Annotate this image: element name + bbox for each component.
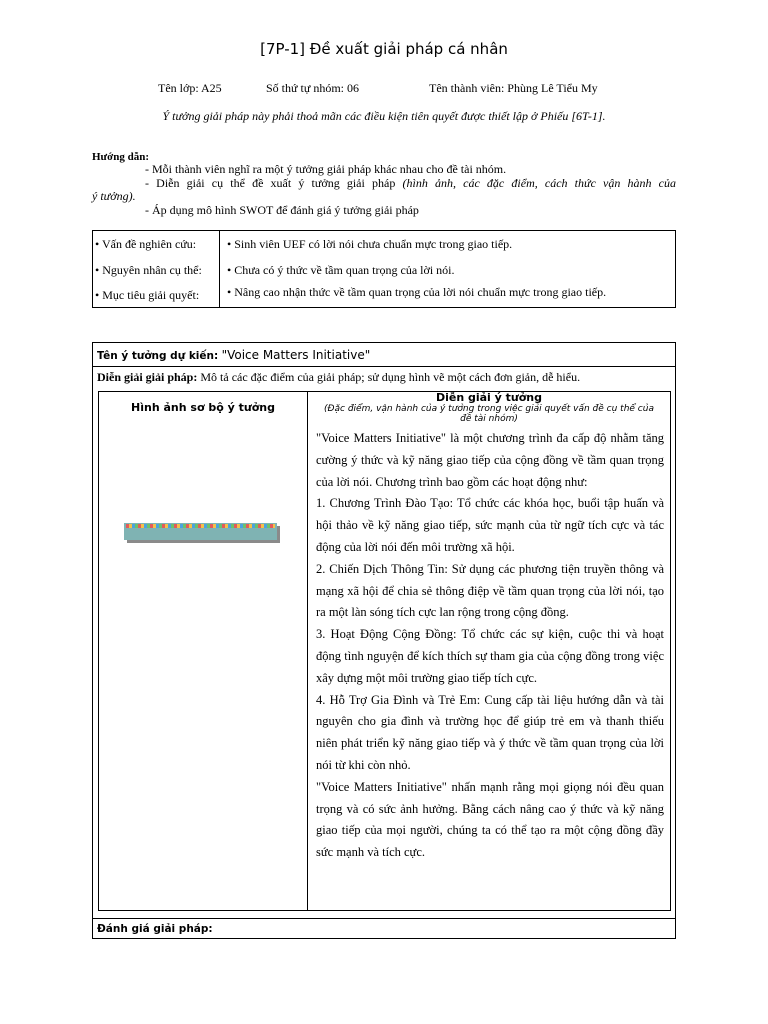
prerequisite-note: Ý tưởng giải pháp này phải thoả mãn các điều kiện tiên quyết được thiết lập ở Phiếu [6T-1]. (162, 109, 606, 123)
guide-line-2-text: - Diễn giải cụ thể đề xuất ý tưởng giải pháp (145, 176, 396, 190)
page-title: [7P-1] Đề xuất giải pháp cá nhân (260, 40, 508, 58)
description-body (316, 428, 664, 864)
idea-name-label: Tên ý tưởng dự kiến: (97, 350, 219, 362)
explain-row (97, 370, 580, 385)
description-paragraph: 2. Chiến Dịch Thông Tin: Sử dụng các phương tiện truyền thông và mạng xã hội để chia sẻ thông điệp về tầm quan trọng của lời nói, tạo ra một làn sóng tích cực lan rộng trong cộng đồng. (316, 561, 664, 620)
table-divider (219, 231, 220, 307)
guide-line-1: - Mỗi thành viên nghĩ ra một ý tưởng giải pháp khác nhau cho đề tài nhóm. (145, 162, 507, 176)
class-name: Tên lớp: A25 (158, 81, 222, 95)
cause-label: • Nguyên nhân cụ thể: (95, 263, 202, 277)
cause-value: • Chưa có ý thức về tầm quan trọng của lời nói. (227, 263, 455, 277)
explain-label: Diễn giải giải pháp: (97, 370, 198, 384)
column-divider (307, 392, 308, 910)
goal-label: • Mục tiêu giải quyết: (95, 288, 200, 302)
member-name: Tên thành viên: Phùng Lê Tiểu My (429, 81, 598, 95)
guide-line-3: - Áp dụng mô hình SWOT để đánh giá ý tưởng giải pháp (145, 203, 419, 217)
row-divider (93, 918, 675, 919)
idea-name-row (97, 348, 370, 362)
description-paragraph: 3. Hoạt Động Cộng Đồng: Tổ chức các sự kiện, cuộc thi và hoạt động tình nguyện để kích thích sự tham gia của cộng đồng trong việc xây dựng một môi trường giao tiếp tích cực. (316, 627, 664, 685)
row-divider (93, 366, 675, 367)
idea-detail-box (98, 391, 671, 911)
description-header (308, 392, 670, 424)
image-caption: Hình ảnh sơ bộ ý tưởng (131, 401, 275, 414)
problem-value: • Sinh viên UEF có lời nói chưa chuẩn mực trong giao tiếp. (227, 237, 513, 251)
idea-table (92, 342, 676, 939)
idea-sketch-image (124, 523, 277, 540)
group-number: Số thứ tự nhóm: 06 (266, 81, 360, 95)
evaluation-label: Đánh giá giải pháp: (97, 923, 213, 935)
problem-table (92, 230, 676, 308)
idea-name-value: "Voice Matters Initiative" (221, 348, 371, 362)
description-paragraph: "Voice Matters Initiative" nhấn mạnh rằng mọi giọng nói đều quan trọng và có sức ảnh hưởng. Bằng cách nâng cao ý thức và kỹ năng giao tiếp của mọi người, chúng ta có thể tạo ra một cộng đồng đầy sức mạnh và tích cực. (316, 779, 664, 860)
sketch-pattern (126, 524, 275, 528)
guide-label: Hướng dẫn: (92, 151, 150, 163)
problem-label: • Vấn đề nghiên cứu: (95, 237, 197, 251)
description-subtitle: (Đặc điểm, vận hành của ý tưởng trong việc giải quyết vấn đề cụ thể của đề tài nhóm) (324, 404, 654, 424)
guide-line-2-cont: ý tưởng). (92, 189, 136, 203)
description-title: Diễn giải ý tưởng (435, 391, 543, 404)
guide-line-2 (145, 176, 676, 191)
description-paragraph: 1. Chương Trình Đào Tạo: Tổ chức các khóa học, buổi tập huấn và hội thảo về kỹ năng giao tiếp, sức mạnh của từ ngữ tích cực và tác động của lời nói đến môi trường xã hội. (316, 496, 664, 554)
description-paragraph: 4. Hỗ Trợ Gia Đình và Trẻ Em: Cung cấp tài liệu hướng dẫn và tài nguyên cho gia đình và trường học để giúp trẻ em và thanh thiếu niên phát triển kỹ năng giao tiếp và ý thức về tầm quan trọng của lời nói từ khi còn nhỏ. (316, 692, 664, 772)
description-paragraph: "Voice Matters Initiative" là một chương trình đa cấp độ nhằm tăng cường ý thức và kỹ năng giao tiếp của cộng đồng về tầm quan trọng của lời nói. Chương trình bao gồm các hoạt động như: (316, 431, 664, 489)
guide-line-2-italic: (hình ảnh, các đặc điểm, cách thức vận hành của (402, 176, 676, 190)
goal-value: • Nâng cao nhận thức về tầm quan trọng của lời nói chuẩn mực trong giao tiếp. (227, 285, 607, 299)
explain-value: Mô tả các đặc điểm của giải pháp; sử dụng hình vẽ một cách đơn giản, dễ hiểu. (200, 370, 581, 384)
